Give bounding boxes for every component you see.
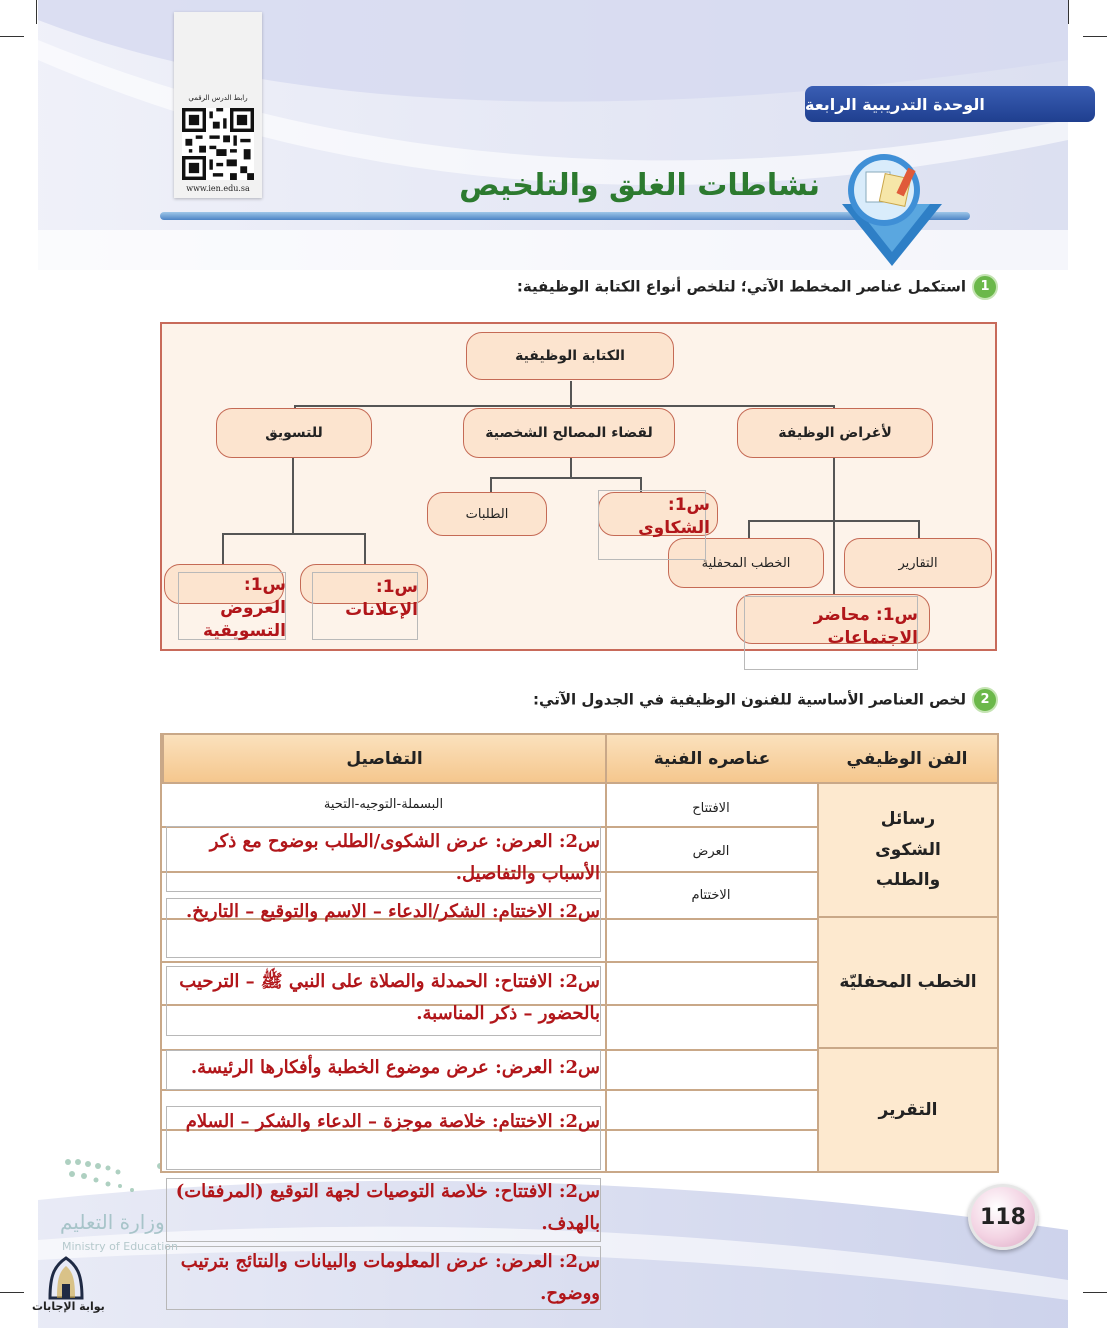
- answer-ads: س1: الإعلانات: [345, 577, 418, 620]
- node-requests: الطلبات: [427, 492, 547, 536]
- element-body: العرض: [692, 844, 730, 859]
- answer-line: س2: الافتتاح: خلاصة التوصيات لجهة التوقيع (المرفقات) بالهدف.: [175, 1181, 600, 1235]
- ministry-name-en: Ministry of Education: [62, 1240, 179, 1253]
- answer-line: س2: الاختتام: الشكر/الدعاء – الاسم والتوقيع – التاريخ.: [185, 901, 600, 922]
- ministry-name-ar: وزارة التعليم: [60, 1210, 165, 1234]
- first-detail: البسملة-التوجيه-التحية: [323, 797, 444, 812]
- table-header-rule: [162, 782, 997, 784]
- answer-complaints: س1: الشكاوى: [638, 495, 710, 538]
- node-personal: لقضاء المصالح الشخصية: [463, 408, 675, 458]
- qr-card[interactable]: [174, 12, 262, 198]
- crop-mark: [1083, 36, 1107, 37]
- question-1: [470, 274, 998, 300]
- element-opening: الافتتاح: [692, 801, 730, 816]
- answer-line: س2: العرض: عرض الشكوى/الطلب بوضوح مع ذكر الأسباب والتفاصيل.: [209, 831, 600, 885]
- answer-line: س2: العرض: عرض موضوع الخطبة وأفكارها الرئيسة.: [190, 1057, 600, 1078]
- qr-code-icon: [182, 108, 254, 180]
- node-reports: التقارير: [844, 538, 992, 588]
- header-elements: عناصره الفنية: [605, 735, 817, 782]
- table-row-line: [162, 961, 817, 963]
- answer-offers: س1: العروض التسويقية: [203, 575, 286, 641]
- node-marketing: للتسويق: [216, 408, 372, 458]
- crop-mark: [0, 36, 24, 37]
- portal-label: بوابة الإجابات: [32, 1300, 105, 1313]
- question-text: استكمل عناصر المخطط الآتي؛ لتلخص أنواع الكتابة الوظيفية:: [516, 277, 966, 296]
- node-speeches: الخطب المحفلية: [668, 538, 824, 588]
- qr-label: رابط الدرس الرقمي: [188, 94, 248, 102]
- art-report: التقرير: [819, 1049, 997, 1171]
- page-title: نشاطات الغلق والتلخيص: [459, 168, 820, 203]
- books-emblem-icon: [832, 148, 952, 268]
- art-letters: رسائل الشكوى والطلب: [819, 784, 997, 918]
- question-number: 1: [972, 274, 998, 300]
- table-column-divider: [605, 782, 607, 1173]
- unit-badge: الوحدة التدريبية الرابعة: [805, 86, 1095, 122]
- header-art: الفن الوظيفي: [817, 735, 997, 782]
- crop-mark: [1083, 1292, 1107, 1293]
- answer-line: س2: الاختتام: خلاصة موجزة – الدعاء والشكر – السلام: [185, 1111, 600, 1132]
- art-speeches: الخطب المحفليّة: [819, 918, 997, 1049]
- answer-minutes: س1: محاضر الاجتماعات: [813, 605, 918, 648]
- page-number: 118: [968, 1184, 1038, 1250]
- node-functional: لأغراض الوظيفة: [737, 408, 933, 458]
- portal-logo-icon: [46, 1256, 86, 1300]
- answer-line: س2: الافتتاح: الحمدلة والصلاة على النبي ﷺ – الترحيب بالحضور – ذكر المناسبة.: [179, 971, 600, 1025]
- node-root: الكتابة الوظيفية: [466, 332, 674, 380]
- writing-types-diagram: [160, 322, 997, 651]
- question-text: لخص العناصر الأساسية للفنون الوظيفية في الجدول الآتي:: [533, 690, 966, 709]
- crop-mark: [0, 1292, 24, 1293]
- qr-url: www.ien.edu.sa: [186, 184, 250, 193]
- header-details: التفاصيل: [162, 735, 605, 782]
- crop-mark: [36, 0, 37, 24]
- element-closing: الاختتام: [691, 888, 731, 903]
- question-2: [470, 687, 998, 713]
- question-number: 2: [972, 687, 998, 713]
- answer-line: س2: العرض: عرض المعلومات والبيانات والنتائج بترتيب ووضوح.: [180, 1251, 600, 1305]
- crop-mark: [1068, 0, 1069, 24]
- table-column-divider: [817, 782, 819, 1173]
